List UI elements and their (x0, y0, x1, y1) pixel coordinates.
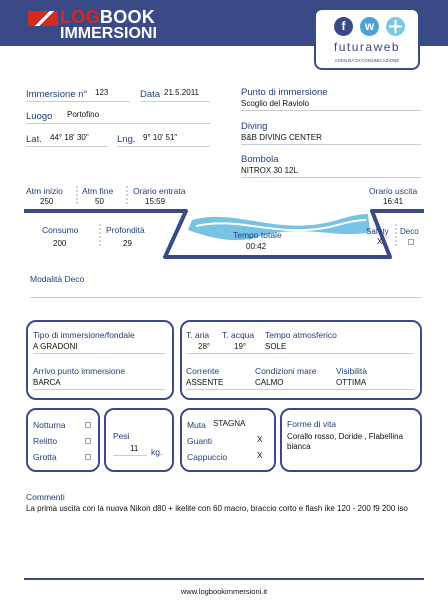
atm-end-label: Atm fine (82, 186, 114, 196)
visibility-value: OTTIMA (336, 378, 367, 387)
web-icon: w (360, 17, 379, 36)
tank-label: Bombola (241, 154, 279, 165)
weather-label: Tempo atmosferico (265, 330, 337, 340)
date-label: Data (140, 89, 161, 100)
diving-value: B&B DIVING CENTER (241, 133, 322, 142)
diving-label: Diving (241, 121, 268, 132)
current-value: ASSENTE (186, 378, 224, 387)
date-value: 21.5.2011 (164, 88, 199, 97)
place-value: Portofino (67, 110, 100, 119)
tank-value: NITROX 30 12L (241, 166, 298, 175)
water-temp-label: T. acqua (222, 330, 255, 340)
air-temp-value: 28° (198, 342, 211, 351)
exit-time-label: Orario uscita (369, 186, 418, 196)
night-checkbox[interactable] (85, 422, 91, 428)
lng-value: 9° 10' 51" (143, 133, 178, 142)
weights-label: Pesi (113, 431, 130, 441)
life-forms-value: Corallo rosso, Doride , Flabellina bianca (287, 432, 404, 451)
entry-time-value: 15:59 (145, 197, 166, 206)
current-label: Corrente (186, 366, 220, 376)
dive-type-value: A GRADONI (33, 342, 78, 351)
atm-start-label: Atm inizio (26, 186, 63, 196)
hood-label: Cappuccio (187, 452, 228, 462)
total-time-label: Tempo totale (233, 230, 282, 240)
atm-end-value: 50 (95, 197, 104, 206)
partner-tagline: AGENZIA DI COMUNICAZIONE (334, 58, 400, 63)
safety-label: Safety (366, 227, 389, 236)
wreck-checkbox[interactable] (85, 438, 91, 444)
night-label: Notturna (33, 420, 66, 430)
gloves-label: Guanti (187, 436, 213, 446)
sea-value: CALMO (255, 378, 284, 387)
facebook-icon: f (334, 17, 353, 36)
exit-time-value: 16:41 (383, 197, 404, 206)
cave-label: Grotta (33, 452, 57, 462)
gloves-value: X (257, 435, 263, 444)
site-value: Scoglio del Raviolo (241, 99, 310, 108)
arrival-value: BARCA (33, 378, 61, 387)
partner-name: futuraweb (333, 40, 401, 54)
water-temp-value: 19° (234, 342, 247, 351)
suit-value: STAGNA (213, 419, 246, 428)
air-temp-label: T. aria (186, 330, 210, 340)
weights-unit: kg. (151, 447, 163, 457)
footer-url[interactable]: www.logbookimmersioni.it (180, 587, 268, 596)
arrival-label: Arrivo punto immersione (33, 366, 126, 376)
dive-number-label: Immersione n° (26, 89, 88, 100)
deco-label: Deco (400, 227, 419, 236)
life-forms-label: Forme di vita (287, 419, 337, 429)
lat-value: 44° 18' 30" (50, 133, 89, 142)
sea-label: Condizioni mare (255, 366, 317, 376)
suit-label: Muta (187, 420, 206, 430)
dive-number-value: 123 (95, 88, 109, 97)
deco-mode-label: Modalità Deco (30, 274, 85, 284)
place-label: Luogo (26, 111, 53, 122)
consumption-label: Consumo (42, 225, 79, 235)
logo-title: LOGBOOK (60, 7, 156, 27)
wreck-label: Relitto (33, 436, 58, 446)
weather-value: SOLE (265, 342, 287, 351)
lng-label: Lng. (117, 134, 136, 145)
depth-value: 29 (123, 239, 132, 248)
dive-type-label: Tipo di immersione/fondale (33, 330, 135, 340)
safety-value: X (377, 237, 383, 246)
lat-label: Lat. (26, 134, 42, 145)
total-time-value: 00:42 (246, 242, 267, 251)
logo-subtitle: IMMERSIONI (60, 25, 157, 42)
weights-value: 11 (130, 444, 139, 453)
consumption-value: 200 (53, 239, 67, 248)
site-label: Punto di immersione (241, 87, 328, 98)
entry-time-label: Orario entrata (133, 186, 186, 196)
atm-start-value: 250 (40, 197, 54, 206)
depth-label: Profondità (106, 225, 145, 235)
visibility-label: Visibilità (336, 366, 368, 376)
comments-text: La prima uscita con la nuova Nikon d80 + ikelite con 60 macro, braccio corto e flash ike 120 - 200 f9 200 iso (26, 504, 408, 513)
cave-checkbox[interactable] (85, 454, 91, 460)
deco-checkbox[interactable] (408, 239, 414, 245)
comments-label: Commenti (26, 492, 65, 502)
footer-line (24, 578, 424, 580)
hood-value: X (257, 451, 263, 460)
